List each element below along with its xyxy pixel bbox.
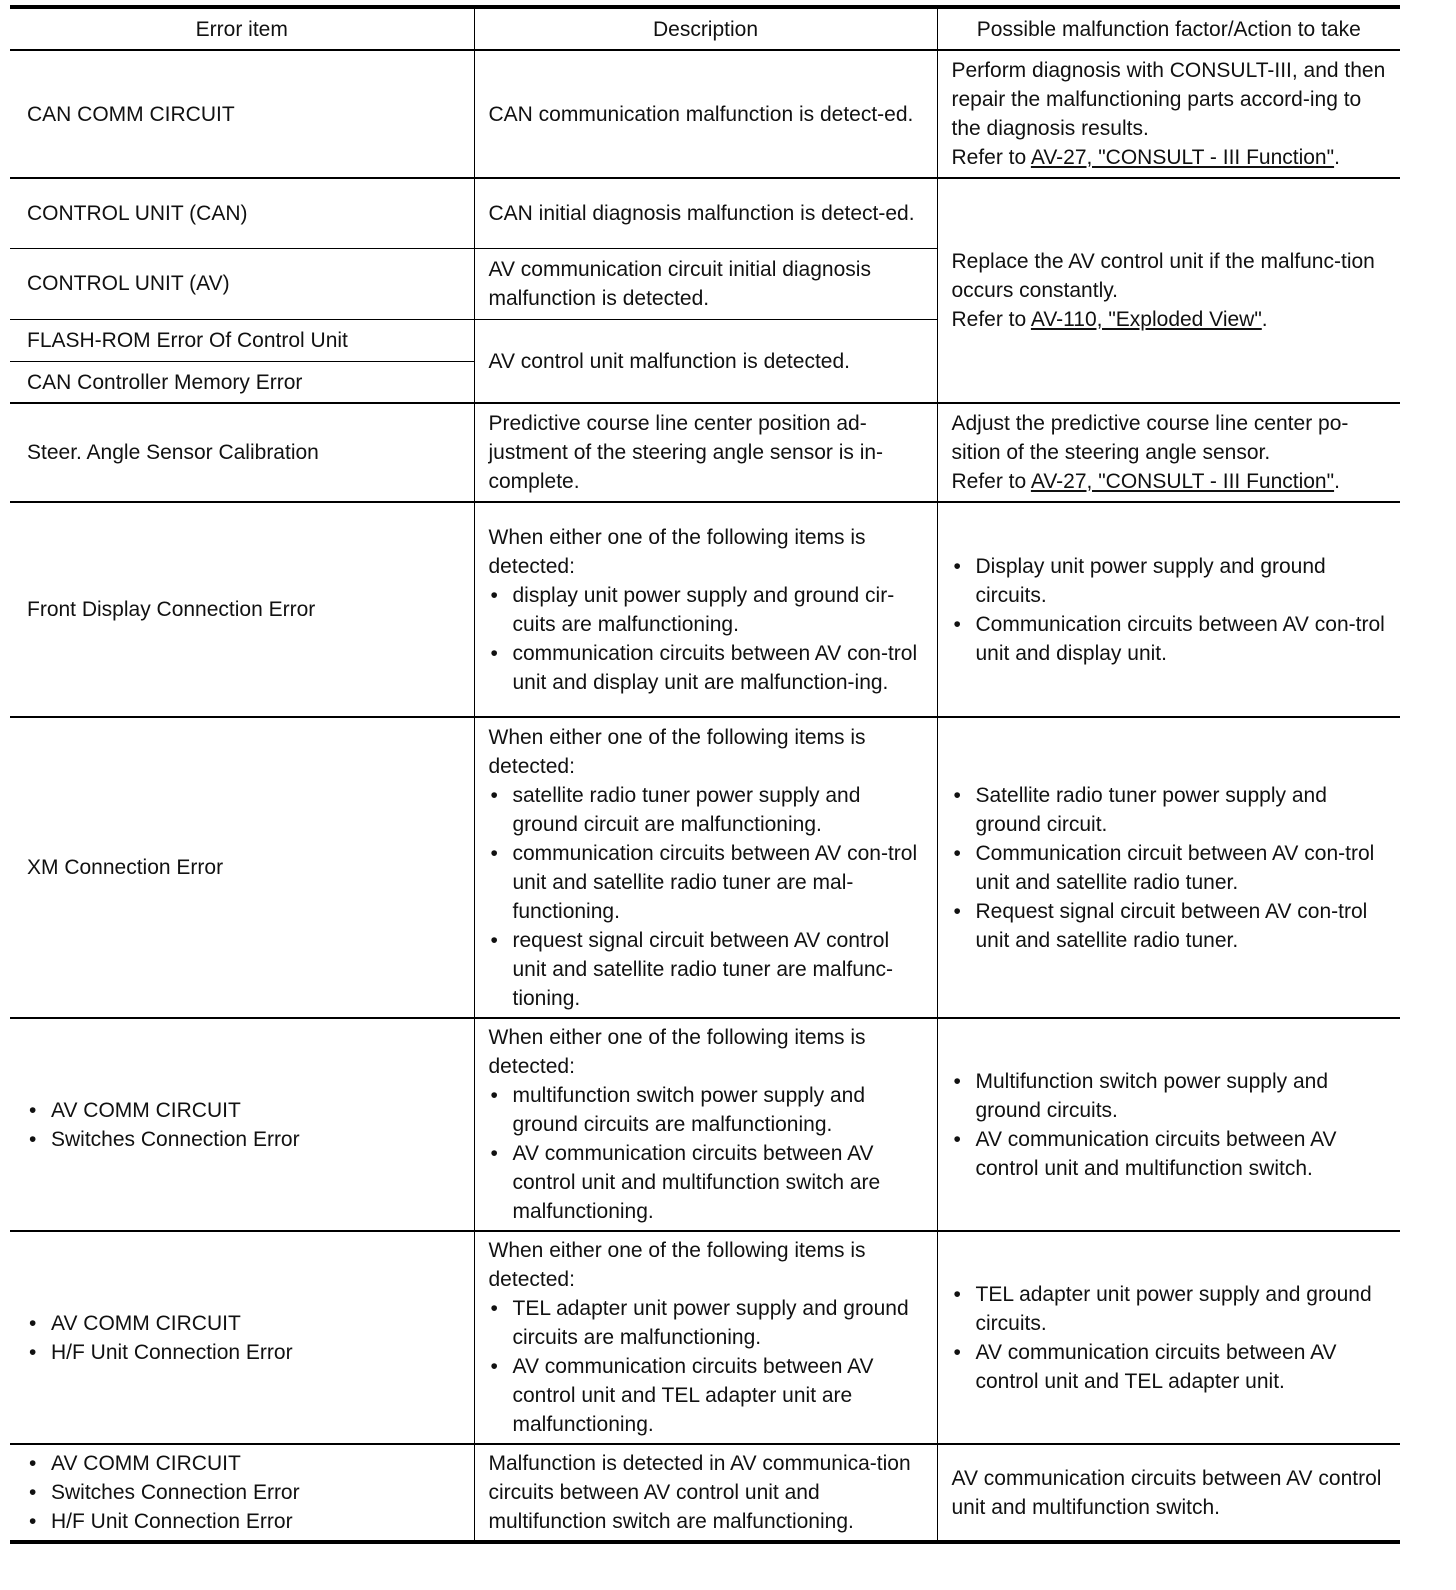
list-item: • Display unit power supply and ground circuits. bbox=[952, 552, 1387, 610]
refer-suffix: . bbox=[1334, 146, 1340, 169]
list-item: • AV communication circuits between AV control unit and multifunction switch are malfunctioning. bbox=[489, 1139, 923, 1226]
table-row bbox=[10, 1231, 1400, 1444]
error-item-cell: XM Connection Error bbox=[10, 717, 474, 1018]
action-cell bbox=[937, 50, 1400, 178]
header-error-item: Error item bbox=[10, 7, 474, 50]
refer-link[interactable]: AV-27, "CONSULT - III Function" bbox=[1030, 470, 1335, 493]
action-cell bbox=[937, 1018, 1400, 1231]
table-row bbox=[10, 717, 1400, 1018]
refer-link[interactable]: AV-27, "CONSULT - III Function" bbox=[1030, 146, 1335, 169]
refer-line bbox=[952, 305, 1387, 334]
error-item-cell bbox=[10, 1444, 474, 1542]
list-item: • AV COMM CIRCUIT bbox=[27, 1309, 460, 1338]
error-item-cell: CAN COMM CIRCUIT bbox=[10, 50, 474, 178]
error-item-table bbox=[10, 5, 1400, 1544]
description-intro: When either one of the following items is detected: bbox=[488, 1239, 866, 1291]
list-item: • H/F Unit Connection Error bbox=[27, 1507, 460, 1536]
list-item: • communication circuits between AV con-trol unit and display unit are malfunction-ing. bbox=[489, 639, 923, 697]
refer-prefix: Refer to bbox=[951, 308, 1031, 331]
list-item: • satellite radio tuner power supply and ground circuit are malfunctioning. bbox=[489, 781, 923, 839]
action-text: Perform diagnosis with CONSULT-III, and then repair the malfunctioning parts accord-ing to the diagnosis results. bbox=[951, 59, 1386, 140]
error-item-bullets bbox=[27, 1096, 460, 1154]
refer-suffix: . bbox=[1261, 308, 1268, 331]
list-item: • display unit power supply and ground cir-cuits are malfunctioning. bbox=[489, 581, 923, 639]
action-cell bbox=[937, 1231, 1400, 1444]
error-item-cell: CONTROL UNIT (AV) bbox=[10, 248, 474, 319]
table-header bbox=[10, 7, 1400, 50]
list-item: • H/F Unit Connection Error bbox=[27, 1338, 460, 1367]
action-bullets bbox=[952, 781, 1387, 955]
list-item: • AV communication circuits between AV control unit and TEL adapter unit are malfunctioning. bbox=[489, 1352, 923, 1439]
description-bullets bbox=[489, 781, 923, 1013]
description-intro: When either one of the following items is detected: bbox=[488, 725, 866, 778]
list-item: • AV COMM CIRCUIT bbox=[27, 1449, 460, 1478]
list-item: • Communication circuit between AV con-trol unit and satellite radio tuner. bbox=[952, 839, 1387, 897]
error-item-cell bbox=[10, 1231, 474, 1444]
list-item: • multifunction switch power supply and ground circuits are malfunctioning. bbox=[489, 1081, 923, 1139]
action-bullets bbox=[952, 1280, 1387, 1396]
description-bullets bbox=[489, 1081, 923, 1226]
action-cell bbox=[937, 403, 1400, 502]
list-item: • Switches Connection Error bbox=[27, 1125, 460, 1154]
list-item: • AV communication circuits between AV control unit and multifunction switch. bbox=[952, 1125, 1387, 1183]
action-bullets bbox=[952, 552, 1387, 668]
list-item: • Switches Connection Error bbox=[27, 1478, 460, 1507]
action-cell bbox=[937, 178, 1400, 403]
header-action: Possible malfunction factor/Action to take bbox=[937, 7, 1400, 50]
description-cell: Predictive course line center position ad-justment of the steering angle sensor is in-complete. bbox=[474, 403, 937, 502]
description-cell bbox=[474, 502, 937, 717]
list-item: • Communication circuits between AV con-trol unit and display unit. bbox=[952, 610, 1387, 668]
description-intro: When either one of the following items is detected: bbox=[488, 525, 866, 578]
table-row bbox=[10, 502, 1400, 717]
error-item-cell: Front Display Connection Error bbox=[10, 502, 474, 717]
error-item-cell: FLASH-ROM Error Of Control Unit bbox=[10, 319, 474, 361]
description-cell: AV communication circuit initial diagnosis malfunction is detected. bbox=[474, 248, 937, 319]
action-cell bbox=[937, 502, 1400, 717]
list-item: • Satellite radio tuner power supply and ground circuit. bbox=[952, 781, 1387, 839]
list-item: • Request signal circuit between AV con-trol unit and satellite radio tuner. bbox=[952, 897, 1387, 955]
description-cell: CAN communication malfunction is detect-ed. bbox=[474, 50, 937, 178]
list-item: • Multifunction switch power supply and ground circuits. bbox=[952, 1067, 1387, 1125]
error-item-bullets bbox=[27, 1449, 460, 1536]
action-cell: AV communication circuits between AV control unit and multifunction switch. bbox=[937, 1444, 1400, 1542]
refer-prefix: Refer to bbox=[951, 146, 1031, 169]
error-item-cell: CAN Controller Memory Error bbox=[10, 361, 474, 403]
refer-prefix: Refer to bbox=[951, 470, 1031, 493]
list-item: • request signal circuit between AV control unit and satellite radio tuner are malfunc-tioning. bbox=[489, 926, 923, 1013]
action-cell bbox=[937, 717, 1400, 1018]
description-cell: Malfunction is detected in AV communica-tion circuits between AV control unit and multifunction switch are malfunctioning. bbox=[474, 1444, 937, 1542]
table-row bbox=[10, 1444, 1400, 1542]
refer-suffix: . bbox=[1334, 470, 1340, 493]
table-row bbox=[10, 50, 1400, 178]
description-bullets bbox=[489, 581, 923, 697]
header-row bbox=[10, 7, 1400, 50]
description-cell: CAN initial diagnosis malfunction is detect-ed. bbox=[474, 178, 937, 248]
error-item-cell: Steer. Angle Sensor Calibration bbox=[10, 403, 474, 502]
list-item: • communication circuits between AV con-trol unit and satellite radio tuner are mal-functioning. bbox=[489, 839, 923, 926]
description-cell bbox=[474, 1231, 937, 1444]
error-item-bullets bbox=[27, 1309, 460, 1367]
table-row bbox=[10, 1018, 1400, 1231]
error-item-cell: CONTROL UNIT (CAN) bbox=[10, 178, 474, 248]
description-intro: When either one of the following items is detected: bbox=[488, 1026, 866, 1078]
list-item: • AV COMM CIRCUIT bbox=[27, 1096, 460, 1125]
action-text: Replace the AV control unit if the malfunc-tion occurs constantly. bbox=[951, 250, 1375, 302]
action-bullets bbox=[952, 1067, 1387, 1183]
error-table-container bbox=[10, 5, 1400, 1544]
error-item-cell bbox=[10, 1018, 474, 1231]
action-text: Adjust the predictive course line center po-sition of the steering angle sensor. bbox=[951, 412, 1349, 464]
description-cell bbox=[474, 717, 937, 1018]
refer-line bbox=[952, 143, 1387, 172]
table-row bbox=[10, 403, 1400, 502]
list-item: • TEL adapter unit power supply and ground circuits. bbox=[952, 1280, 1387, 1338]
refer-line bbox=[952, 467, 1387, 496]
refer-link[interactable]: AV-110, "Exploded View" bbox=[1030, 308, 1262, 331]
description-cell bbox=[474, 1018, 937, 1231]
table-row bbox=[10, 178, 1400, 248]
description-cell: AV control unit malfunction is detected. bbox=[474, 319, 937, 403]
header-description: Description bbox=[474, 7, 937, 50]
description-bullets bbox=[489, 1294, 923, 1439]
list-item: • TEL adapter unit power supply and ground circuits are malfunctioning. bbox=[489, 1294, 923, 1352]
list-item: • AV communication circuits between AV control unit and TEL adapter unit. bbox=[952, 1338, 1387, 1396]
